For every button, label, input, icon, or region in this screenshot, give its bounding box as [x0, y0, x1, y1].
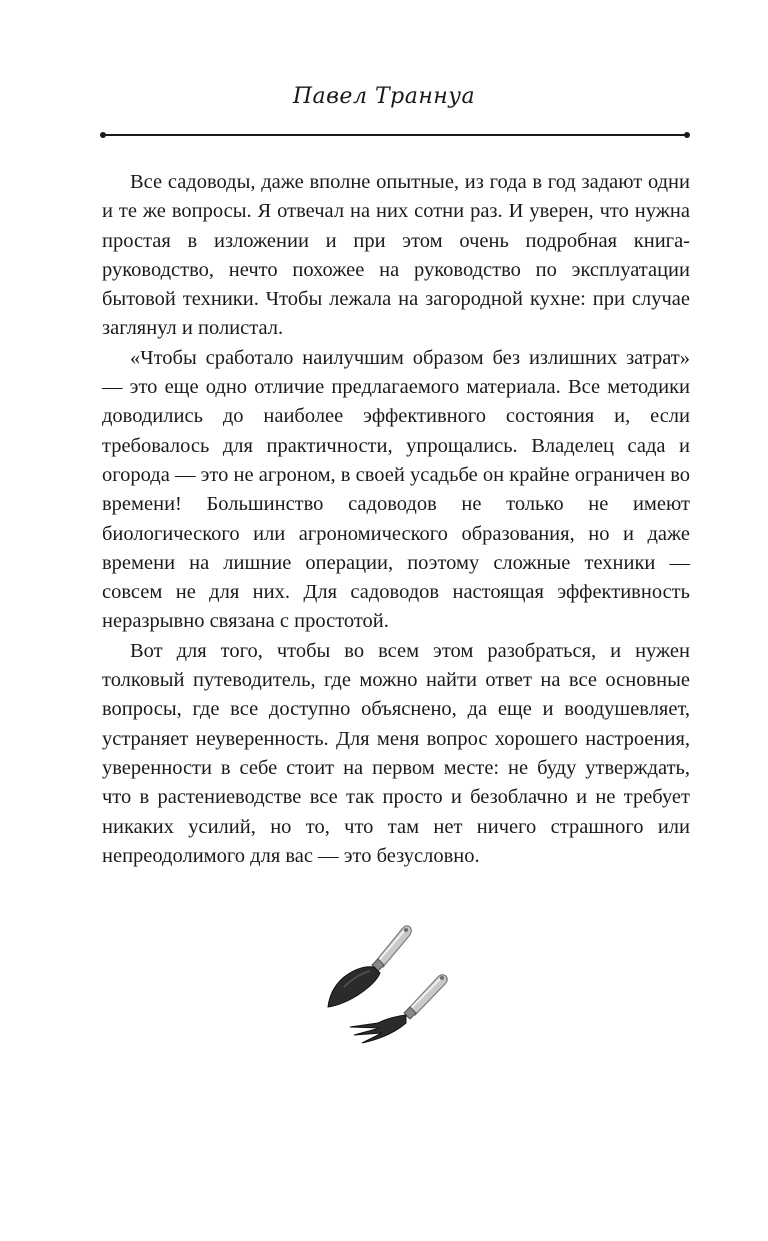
paragraph-1: Все садоводы, даже вполне опытные, из года в год задают одни и те же вопросы. Я отвечал на них сотни раз. И уверен, что нужна простая в изложении и при этом очень подробная книга-руководство, нечто похожее на руководство по эксплуатации бытовой техники. Чтобы лежала на загородной кухне: при случае заглянул и полистал. — [102, 171, 690, 340]
header-rule — [100, 131, 690, 139]
running-header-author: Павел Траннуа — [292, 84, 476, 109]
body-text — [102, 168, 690, 871]
paragraph-2: «Чтобы сработало наилучшим образом без излишних затрат» — это еще одно отличие предлагаемого материала. Все методики доводились до наиболее эффективного состояния и, если требовалось для практичности, упрощались. Владелец сада и огорода — это не агроном, в своей усадьбе он крайне ограничен во времени! Большинство садоводов не только не имеют биологического или агрономического образования, но и даже времени на лишние операции, поэтому сложные техники — совсем не для них. Для садоводов настоящая эффективность неразрывно связана с простотой. — [102, 346, 690, 633]
rule-dot-right — [684, 132, 690, 138]
garden-trowel-and-fork-icon — [320, 915, 460, 1045]
trowel-icon — [328, 926, 411, 1007]
paragraph-3: Вот для того, чтобы во всем этом разобраться, и нужен толковый путеводитель, где можно найти ответ на все основные вопросы, где все доступно объяснено, да еще и воодушевляет, устраняет неуверенность. Для меня вопрос хорошего настроения, уверенности в себе стоит на первом месте: не буду утверждать, что в растениеводстве все так просто и безоблачно и не требует никаких усилий, но то, что там нет ничего страшного или непреодолимого для вас — это безусловно. — [102, 639, 690, 867]
rule-line — [104, 134, 686, 136]
